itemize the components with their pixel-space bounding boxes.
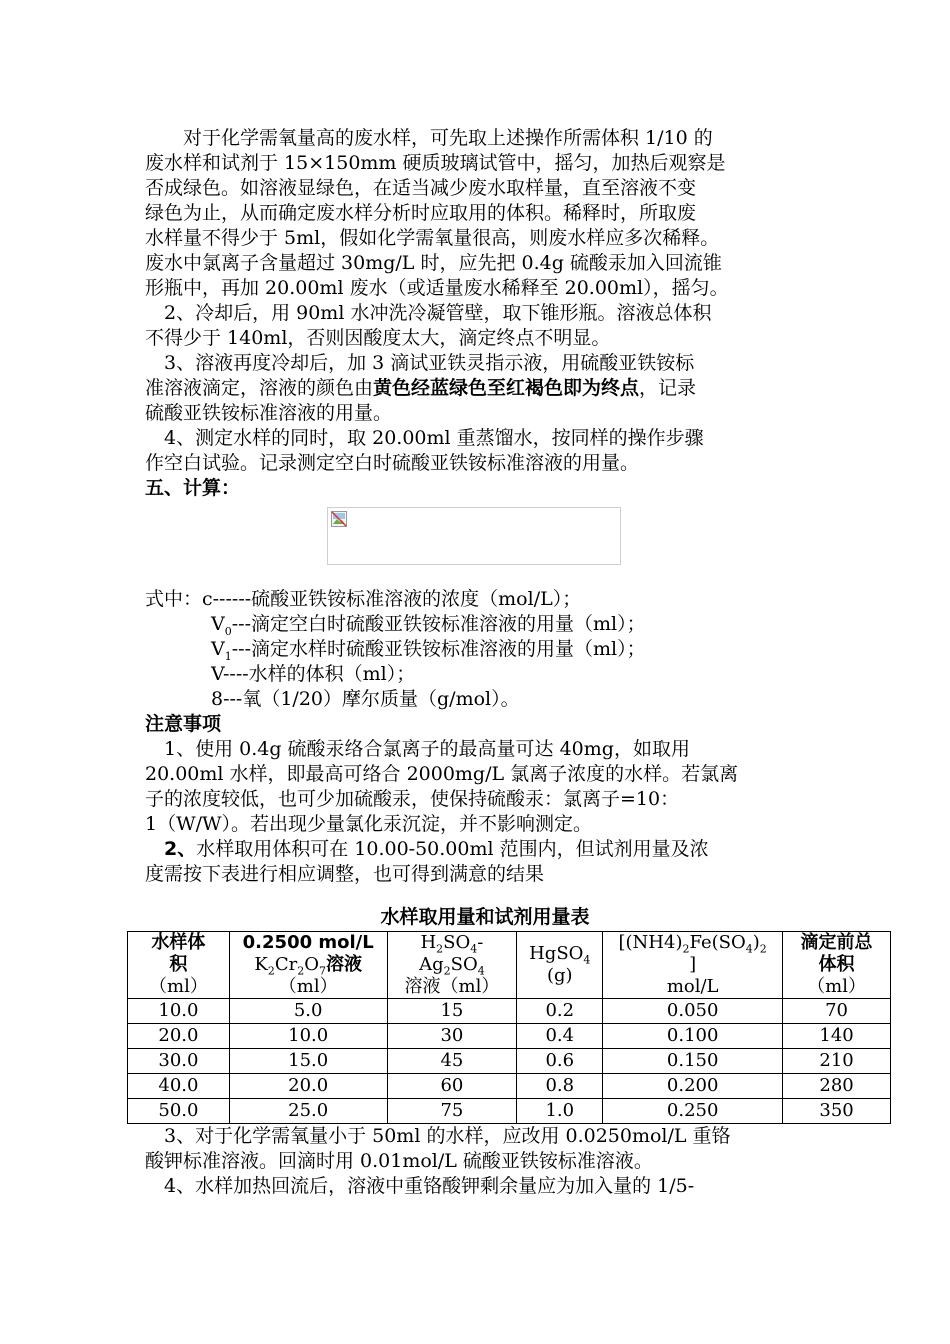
note-4 — [145, 1174, 825, 1199]
definition-v: V----水样的体积（ml）； — [211, 663, 416, 685]
note-number: 2、 — [164, 838, 197, 860]
table-cell: 280 — [783, 1074, 891, 1099]
table-cell: 45 — [387, 1049, 517, 1074]
table-title: 水样取用量和试剂用量表 — [380, 906, 590, 928]
formula-sub: 2 — [297, 964, 305, 978]
text-line: 3、溶液再度冷却后，加 3 滴试亚铁灵指示液，用硫酸亚铁铵标 — [164, 352, 695, 374]
text-line: 绿色为止，从而确定废水样分析时应取用的体积。稀释时，所取废 — [145, 202, 697, 224]
table-cell: 10.0 — [229, 1024, 387, 1049]
text-line: 20.00ml 水样，即最高可络合 2000mg/L 氯离子浓度的水样。若氯离 — [145, 763, 739, 785]
text-line: 子的浓度较低，也可少加硫酸汞，使保持硫酸汞：氯离子=10： — [145, 788, 680, 810]
table-cell: 60 — [387, 1074, 517, 1099]
header-unit: (g) — [546, 965, 573, 986]
header-unit: （ml） — [149, 976, 208, 997]
endpoint-emphasis: 黄色经蓝绿色至红褐色即为终点 — [373, 377, 640, 399]
formula-k2cr2o7 — [254, 954, 326, 978]
formula-image-placeholder — [327, 507, 621, 565]
table-cell: 5.0 — [229, 999, 387, 1024]
text-line — [145, 376, 825, 401]
formula-part: ] — [689, 954, 697, 975]
subscript: 0 — [224, 624, 232, 638]
text-line: 2、冷却后，用 90ml 水冲洗冷凝管壁，取下锥形瓶。溶液总体积 — [164, 302, 712, 324]
formula-part: H — [420, 932, 437, 953]
header-ferrous-ammonium-sulfate — [603, 932, 783, 999]
header-unit: （ml） — [278, 976, 338, 997]
formula-part: Ag — [419, 954, 444, 975]
text-line: 否成绿色。如溶液显绿色，在适当减少废水取样量，直至溶液不变 — [145, 177, 697, 199]
table-cell: 30.0 — [128, 1049, 230, 1074]
table-cell: 0.2 — [517, 999, 603, 1024]
formula-sub: 2 — [443, 964, 451, 978]
note-1 — [145, 737, 825, 837]
text-line: 废水样和试剂于 15×150mm 硬质玻璃试管中，摇匀，加热后观察是 — [145, 152, 726, 174]
paragraph-step-3 — [145, 351, 825, 426]
text-line: 4、测定水样的同时，取 20.00ml 重蒸馏水，按同样的操作步骤 — [164, 427, 704, 449]
text-line: 1（W/W）。若出现少量氯化汞沉淀，并不影响测定。 — [145, 813, 593, 835]
paragraph-step-4 — [145, 426, 825, 476]
text-span: 水样取用体积可在 10.00-50.00ml 范围内，但试剂用量及浓 — [196, 838, 709, 860]
text-line: 度需按下表进行相应调整，也可得到满意的结果 — [145, 863, 545, 885]
formula-sub: 4 — [477, 964, 485, 978]
table-header-row — [128, 932, 891, 999]
table-cell: 20.0 — [128, 1024, 230, 1049]
table-row — [128, 1049, 891, 1074]
table-cell: 10.0 — [128, 999, 230, 1024]
formula-part: [(NH4) — [618, 932, 683, 953]
header-text: 溶液 — [325, 954, 362, 975]
formula-sub: 2 — [682, 942, 690, 956]
section-title-calculation: 五、计算： — [145, 477, 241, 499]
header-text: 溶液（ml） — [404, 976, 500, 997]
formula-sub: 4 — [583, 953, 591, 967]
formula-sub: 2 — [759, 942, 767, 956]
broken-image-icon — [331, 511, 347, 527]
formula-sub: 7 — [318, 964, 326, 978]
table-cell: 350 — [783, 1099, 891, 1124]
table-row — [128, 1099, 891, 1124]
text-span: ---滴定水样时硫酸亚铁铵标准溶液的用量（ml）； — [231, 638, 646, 660]
document-page — [145, 126, 873, 1199]
text-span: ，记录 — [639, 377, 697, 399]
table-cell: 30 — [387, 1024, 517, 1049]
table-row — [128, 1074, 891, 1099]
header-dichromate — [229, 932, 387, 999]
formula-part: HgSO — [529, 943, 584, 964]
text-span: ---滴定空白时硫酸亚铁铵标准溶液的用量（ml）； — [231, 613, 646, 635]
text-line: 4、水样加热回流后，溶液中重铬酸钾剩余量应为加入量的 1/5- — [164, 1175, 695, 1197]
formula-definitions — [145, 587, 825, 712]
formula-part: - — [477, 932, 484, 953]
table-cell: 1.0 — [517, 1099, 603, 1124]
note-3 — [145, 1124, 825, 1174]
text-line: 3、对于化学需氧量小于 50ml 的水样，应改用 0.0250mol/L 重铬 — [164, 1125, 731, 1147]
symbol: V — [211, 613, 225, 635]
text-line: 水样量不得少于 5ml，假如化学需氧量很高，则废水样应多次稀释。 — [145, 227, 720, 249]
table-cell: 25.0 — [229, 1099, 387, 1124]
formula-sub: 2 — [436, 942, 444, 956]
header-unit: （ml） — [807, 976, 866, 997]
header-hgso4 — [517, 932, 603, 999]
text-line: 废水中氯离子含量超过 30mg/L 时，应先把 0.4g 硫酸汞加入回流锥 — [145, 252, 722, 274]
subscript: 1 — [224, 649, 232, 663]
definition-c: 式中：c------硫酸亚铁铵标准溶液的浓度（mol/L）； — [145, 588, 582, 610]
header-sample-volume — [128, 932, 230, 999]
table-cell: 15 — [387, 999, 517, 1024]
text-line: 对于化学需氧量高的废水样，可先取上述操作所需体积 1/10 的 — [183, 127, 713, 149]
formula-sub: 2 — [267, 964, 275, 978]
formula-part: O — [304, 954, 319, 975]
table-cell: 75 — [387, 1099, 517, 1124]
text-line — [145, 837, 825, 862]
text-line: 1、使用 0.4g 硫酸汞络合氯离子的最高量可达 40mg，如取用 — [164, 738, 690, 760]
symbol: V — [211, 638, 225, 660]
text-span: 准溶液滴定，溶液的颜色由 — [145, 377, 374, 399]
table-cell: 0.200 — [603, 1074, 783, 1099]
header-total-volume — [783, 932, 891, 999]
table-row — [128, 999, 891, 1024]
table-row — [128, 1024, 891, 1049]
header-h2so4-ag2so4 — [387, 932, 517, 999]
formula-part: SO — [443, 932, 471, 953]
paragraph-step-2 — [145, 301, 825, 351]
formula-part: ) — [752, 932, 760, 953]
formula-part: K — [254, 954, 268, 975]
table-cell: 0.4 — [517, 1024, 603, 1049]
table-cell: 0.8 — [517, 1074, 603, 1099]
header-text: 滴定前总 — [800, 932, 873, 953]
definition-8: 8---氧（1/20）摩尔质量（g/mol）。 — [211, 688, 520, 710]
definition-v0 — [145, 612, 825, 637]
formula-part: Cr — [274, 954, 298, 975]
table-cell: 210 — [783, 1049, 891, 1074]
header-text: 体积 — [818, 954, 855, 975]
text-line: 酸钾标准溶液。回滴时用 0.01mol/L 硫酸亚铁铵标准溶液。 — [145, 1150, 653, 1172]
text-line: 不得少于 140ml，否则因酸度太大，滴定终点不明显。 — [145, 327, 611, 349]
paragraph-high-cod — [145, 126, 825, 301]
table-cell: 140 — [783, 1024, 891, 1049]
table-cell: 0.100 — [603, 1024, 783, 1049]
table-cell: 40.0 — [128, 1074, 230, 1099]
formula-part: Fe(SO — [689, 932, 746, 953]
table-cell: 0.150 — [603, 1049, 783, 1074]
definition-v1 — [145, 637, 825, 662]
header-text: 0.2500 mol/L — [242, 932, 374, 953]
table-cell: 15.0 — [229, 1049, 387, 1074]
table-cell: 0.250 — [603, 1099, 783, 1124]
section-title-notes: 注意事项 — [145, 713, 222, 735]
reagent-table — [127, 931, 891, 1124]
text-line: 硫酸亚铁铵标准溶液的用量。 — [145, 402, 393, 424]
header-text: 水样体 — [151, 932, 206, 953]
table-cell: 70 — [783, 999, 891, 1024]
table-cell: 50.0 — [128, 1099, 230, 1124]
text-line: 作空白试验。记录测定空白时硫酸亚铁铵标准溶液的用量。 — [145, 452, 640, 474]
text-line: 形瓶中，再加 20.00ml 废水（或适量废水稀释至 20.00ml），摇匀。 — [145, 277, 729, 299]
formula-sub: 4 — [470, 942, 478, 956]
formula-part: SO — [450, 954, 478, 975]
header-text: 积 — [169, 954, 188, 975]
table-cell: 20.0 — [229, 1074, 387, 1099]
note-2 — [145, 837, 825, 887]
formula-sub: 4 — [745, 942, 753, 956]
table-cell: 0.050 — [603, 999, 783, 1024]
table-cell: 0.6 — [517, 1049, 603, 1074]
header-unit: mol/L — [666, 976, 719, 997]
